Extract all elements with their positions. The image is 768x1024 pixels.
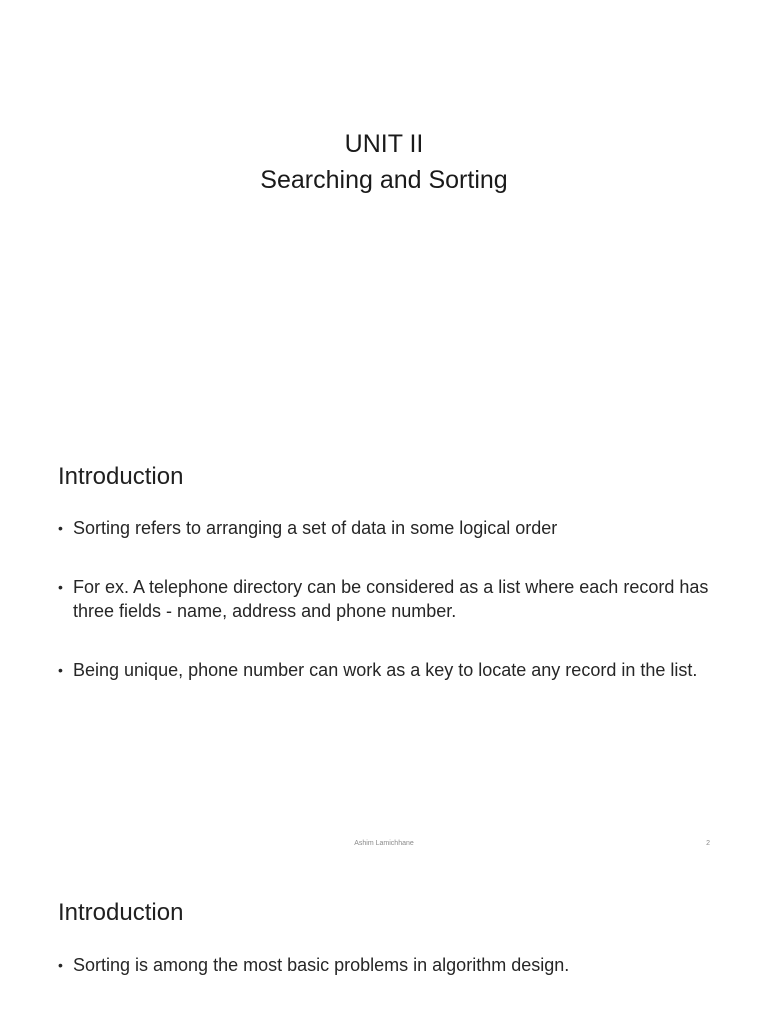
bullet-text: For ex. A telephone directory can be considered as a list where each record has three fields - name, address and phone number. [73,577,709,621]
bullet-item [58,953,718,977]
footer-author: Ashim Lamichhane [354,840,414,847]
title-slide [0,0,768,420]
slide-heading: Introduction [58,899,184,926]
cut-off-text-line [58,1014,658,1024]
bullet-icon: • [58,520,63,536]
bullet-text: Sorting is among the most basic problems in algorithm design. [73,955,570,975]
bullet-item [58,658,718,682]
bullet-item [58,575,718,623]
bullet-list [58,516,718,717]
bullet-text: Being unique, phone number can work as a key to locate any record in the list. [73,660,698,680]
intro-slide [0,440,768,860]
intro-slide-2 [0,880,768,1024]
page-number: 2 [706,840,710,847]
bullet-list [58,953,718,1012]
slide-heading: Introduction [58,463,184,490]
bullet-icon: • [58,579,63,595]
slide-title-block [0,126,768,198]
bullet-icon: • [58,662,63,678]
bullet-item [58,516,718,540]
unit-title: UNIT II [344,130,424,158]
bullet-icon: • [58,957,63,973]
topic-title: Searching and Sorting [260,166,508,194]
bullet-text: Sorting refers to arranging a set of data in some logical order [73,518,558,538]
